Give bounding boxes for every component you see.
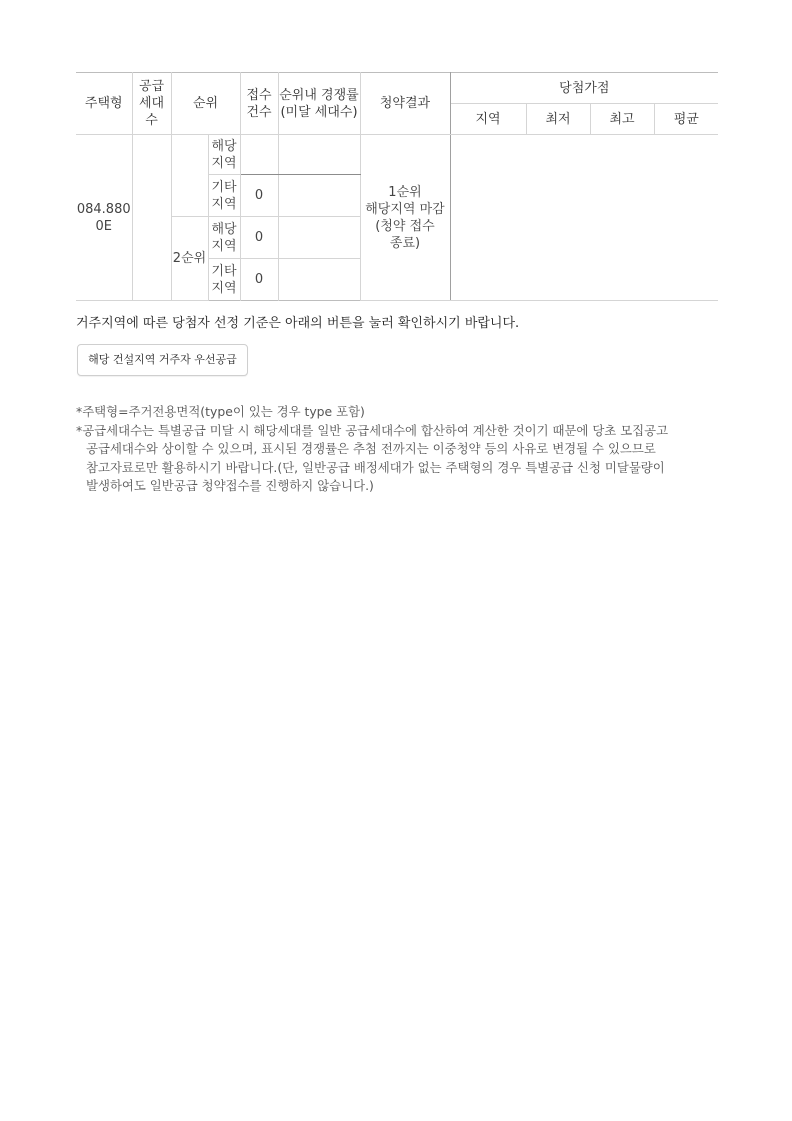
header-score-max: 최고 [590,104,654,135]
footnotes [76,403,716,496]
cell-rank-2: 2순위 [171,217,208,301]
cell-applications [240,135,278,175]
header-competition [278,73,360,135]
footnote-housing-type: *주택형=주거전용면적(type이 있는 경우 type 포함) [76,404,365,419]
cell-sub-region [208,217,240,259]
header-competition-text: 순위내 경쟁률 (미달 세대수) [279,87,359,120]
cell-applications: 0 [240,217,278,259]
selection-criteria-notice: 거주지역에 따른 당첨자 선정 기준은 아래의 버튼을 눌러 확인하시기 바랍니다. [76,316,520,331]
sub-region-label: 기타 지역 [211,179,237,212]
cell-sub-region [208,175,240,217]
footnote-supply-units: *공급세대수는 특별공급 미달 시 해당세대를 일반 공급세대수에 합산하여 계산한 것이기 때문에 당초 모집공고 [76,422,669,438]
header-cutoff-score: 당첨가점 [450,73,718,104]
cell-sub-region [208,259,240,301]
sub-region-label: 해당 지역 [211,221,237,254]
header-score-region: 지역 [450,104,526,135]
header-applications [240,73,278,135]
header-result: 청약결과 [360,73,450,135]
footnote-supply-units-cont: 공급세대수와 상이할 수 있으며, 표시된 경쟁률은 추첨 전까지는 이중청약 등의 사유로 변경될 수 있으므로 [86,441,656,457]
footnote-supply-units-cont: 발생하여도 일반공급 청약접수를 진행하지 않습니다.) [86,478,374,494]
header-score-min: 최저 [526,104,590,135]
cell-rank-1 [171,135,208,217]
header-applications-text: 접수 건수 [246,87,272,120]
header-score-avg: 평균 [654,104,718,135]
sub-region-label: 해당 지역 [211,138,237,171]
cell-supply-units [132,135,171,301]
sub-region-label: 기타 지역 [211,263,237,296]
cell-sub-region [208,135,240,175]
result-table-wrapper [76,72,718,301]
housing-type-value: 084.880 0E [76,201,131,234]
header-housing-type: 주택형 [76,73,132,135]
cell-competition [278,135,360,175]
subscription-result-table [76,72,718,301]
priority-supply-button[interactable]: 해당 건설지역 거주자 우선공급 [77,344,248,376]
header-rank: 순위 [171,73,240,135]
cell-applications: 0 [240,259,278,301]
cell-competition [278,217,360,259]
header-supply-units-text: 공급 세대 수 [138,79,165,128]
cell-competition [278,259,360,301]
header-supply-units [132,73,171,135]
footnote-supply-units-cont: 참고자료로만 활용하시기 바랍니다.(단, 일반공급 배정세대가 없는 주택형의 경우 특별공급 신청 미달물량이 [86,459,665,475]
cell-applications: 0 [240,175,278,217]
cell-result [360,135,450,301]
result-text: 1순위 해당지역 마감 (청약 접수 종료) [365,184,445,251]
cell-cutoff-scores [450,135,718,301]
cell-competition [278,175,360,217]
cell-housing-type [76,135,132,301]
